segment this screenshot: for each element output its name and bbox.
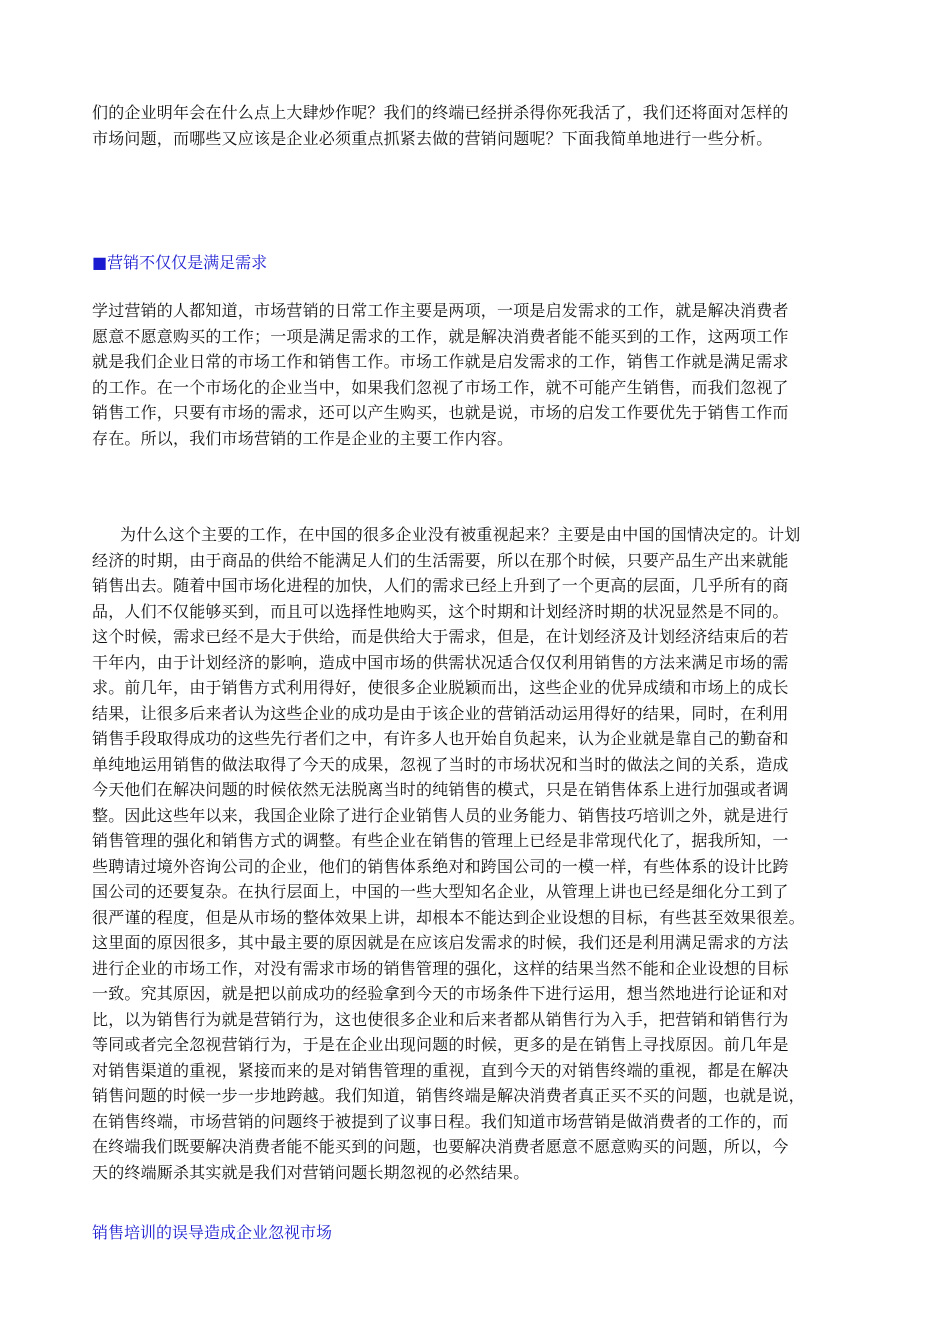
text-line: 销售手段取得成功的这些先行者们之中，有许多人也开始自负起来，认为企业就是靠自己的勤奋和 — [92, 729, 789, 748]
text-line: 学过营销的人都知道，市场营销的日常工作主要是两项，一项是启发需求的工作，就是解决消费者 — [92, 301, 789, 320]
text-line: 比，以为销售行为就是营销行为，这也使很多企业和后来者都从销售行为入手，把营销和销售行为 — [92, 1009, 789, 1029]
text-line: 就是我们企业日常的市场工作和销售工作。市场工作就是启发需求的工作，销售工作就是满足需求 — [92, 352, 789, 371]
text-line: 天的终端厮杀其实就是我们对营销问题长期忽视的必然结果。 — [92, 1162, 530, 1182]
text-line: 求。前几年，由于销售方式利用得好，使很多企业脱颖而出，这些企业的优异成绩和市场上的成长 — [92, 678, 789, 697]
text-line: 存在。所以，我们市场营销的工作是企业的主要工作内容。 — [92, 428, 514, 448]
text-line: 些聘请过境外咨询公司的企业，他们的销售体系绝对和跨国公司的一模一样，有些体系的设计比跨 — [92, 856, 789, 876]
text-line: 这里面的原因很多，其中最主要的原因就是在应该启发需求的时候，我们还是利用满足需求的方法 — [92, 933, 789, 952]
text-line: 为什么这个主要的工作，在中国的很多企业没有被重视起来？主要是由中国的国情决定的。计划 — [120, 525, 801, 544]
text-line: 这个时候，需求已经不是大于供给，而是供给大于需求，但是，在计划经济及计划经济结束后的若 — [92, 627, 789, 646]
text-line: 销售问题的时候一步一步地跨越。我们知道，销售终端是解决消费者真正买不买的问题，也就是说， — [92, 1086, 805, 1105]
document-page — [92, 0, 862, 1344]
text-line: 单纯地运用销售的做法取得了今天的成果，忽视了当时的市场状况和当时的做法之间的关系，造成 — [92, 754, 789, 774]
text-line: 干年内，由于计划经济的影响，造成中国市场的供需状况适合仅仅利用销售的方法来满足市场的需 — [92, 652, 789, 672]
text-line: 国公司的还要复杂。在执行层面上，中国的一些大型知名企业，从管理上讲也已经是细化分工到了 — [92, 882, 789, 901]
text-line: 销售出去。随着中国市场化进程的加快，人们的需求已经上升到了一个更高的层面，几乎所有的商 — [92, 576, 789, 595]
section1-paragraph — [92, 298, 852, 451]
text-line: 销售工作，只要有市场的需求，还可以产生购买，也就是说，市场的启发工作要优先于销售工作而 — [92, 403, 789, 422]
text-line: 很严谨的程度，但是从市场的整体效果上讲，却根本不能达到企业设想的目标，有些甚至效果很差。 — [92, 907, 805, 927]
text-line: 品，人们不仅能够买到，而且可以选择性地购买，这个时期和计划经济时期的状况显然是不同的。 — [92, 601, 789, 621]
intro-paragraph — [92, 100, 852, 151]
square-bullet-icon: ■ — [92, 253, 108, 272]
text-line: 经济的时期，由于商品的供给不能满足人们的生活需要，所以在那个时候，只要产品生产出来就能 — [92, 550, 789, 570]
text-line: 的工作。在一个市场化的企业当中，如果我们忽视了市场工作，就不可能产生销售，而我们忽视了 — [92, 377, 789, 397]
text-line: 一致。究其原因，就是把以前成功的经验拿到今天的市场条件下进行运用，想当然地进行论证和对 — [92, 984, 789, 1003]
section-heading-demand — [92, 251, 267, 275]
text-line: 结果，让很多后来者认为这些企业的成功是由于该企业的营销活动运用得好的结果，同时，在利用 — [92, 703, 789, 723]
section-heading-training — [92, 1221, 332, 1245]
section2-paragraph — [92, 522, 852, 1185]
text-line: 市场问题，而哪些又应该是企业必须重点抓紧去做的营销问题呢？下面我简单地进行一些分析。 — [92, 128, 773, 148]
text-line: 整。因此这些年以来，我国企业除了进行企业销售人员的业务能力、销售技巧培训之外，就是进行 — [92, 805, 789, 825]
text-line: 在销售终端，市场营销的问题终于被提到了议事日程。我们知道市场营销是做消费者的工作的，而 — [92, 1111, 789, 1131]
text-line: 对销售渠道的重视，紧接而来的是对销售管理的重视，直到今天的对销售终端的重视，都是在解决 — [92, 1060, 789, 1080]
section-heading-text: 销售培训的误导造成企业忽视市场 — [92, 1223, 333, 1242]
text-line: 愿意不愿意购买的工作；一项是满足需求的工作，就是解决消费者能不能买到的工作，这两项工作 — [92, 326, 789, 346]
text-line: 在终端我们既要解决消费者能不能买到的问题，也要解决消费者愿意不愿意购买的问题，所以，今 — [92, 1137, 789, 1156]
text-line: 进行企业的市场工作，对没有需求市场的销售管理的强化，这样的结果当然不能和企业设想的目标 — [92, 958, 789, 978]
text-line: 今天他们在解决问题的时候依然无法脱离当时的纯销售的模式，只是在销售体系上进行加强或者调 — [92, 780, 789, 799]
text-line: 销售管理的强化和销售方式的调整。有些企业在销售的管理上已经是非常现代化了，据我所知，一 — [92, 831, 789, 850]
text-line: 等同或者完全忽视营销行为，于是在企业出现问题的时候，更多的是在销售上寻找原因。前几年是 — [92, 1035, 789, 1054]
text-line: 们的企业明年会在什么点上大肆炒作呢？我们的终端已经拼杀得你死我活了，我们还将面对怎样的 — [92, 103, 789, 122]
section-heading-text: 营销不仅仅是满足需求 — [107, 253, 268, 272]
